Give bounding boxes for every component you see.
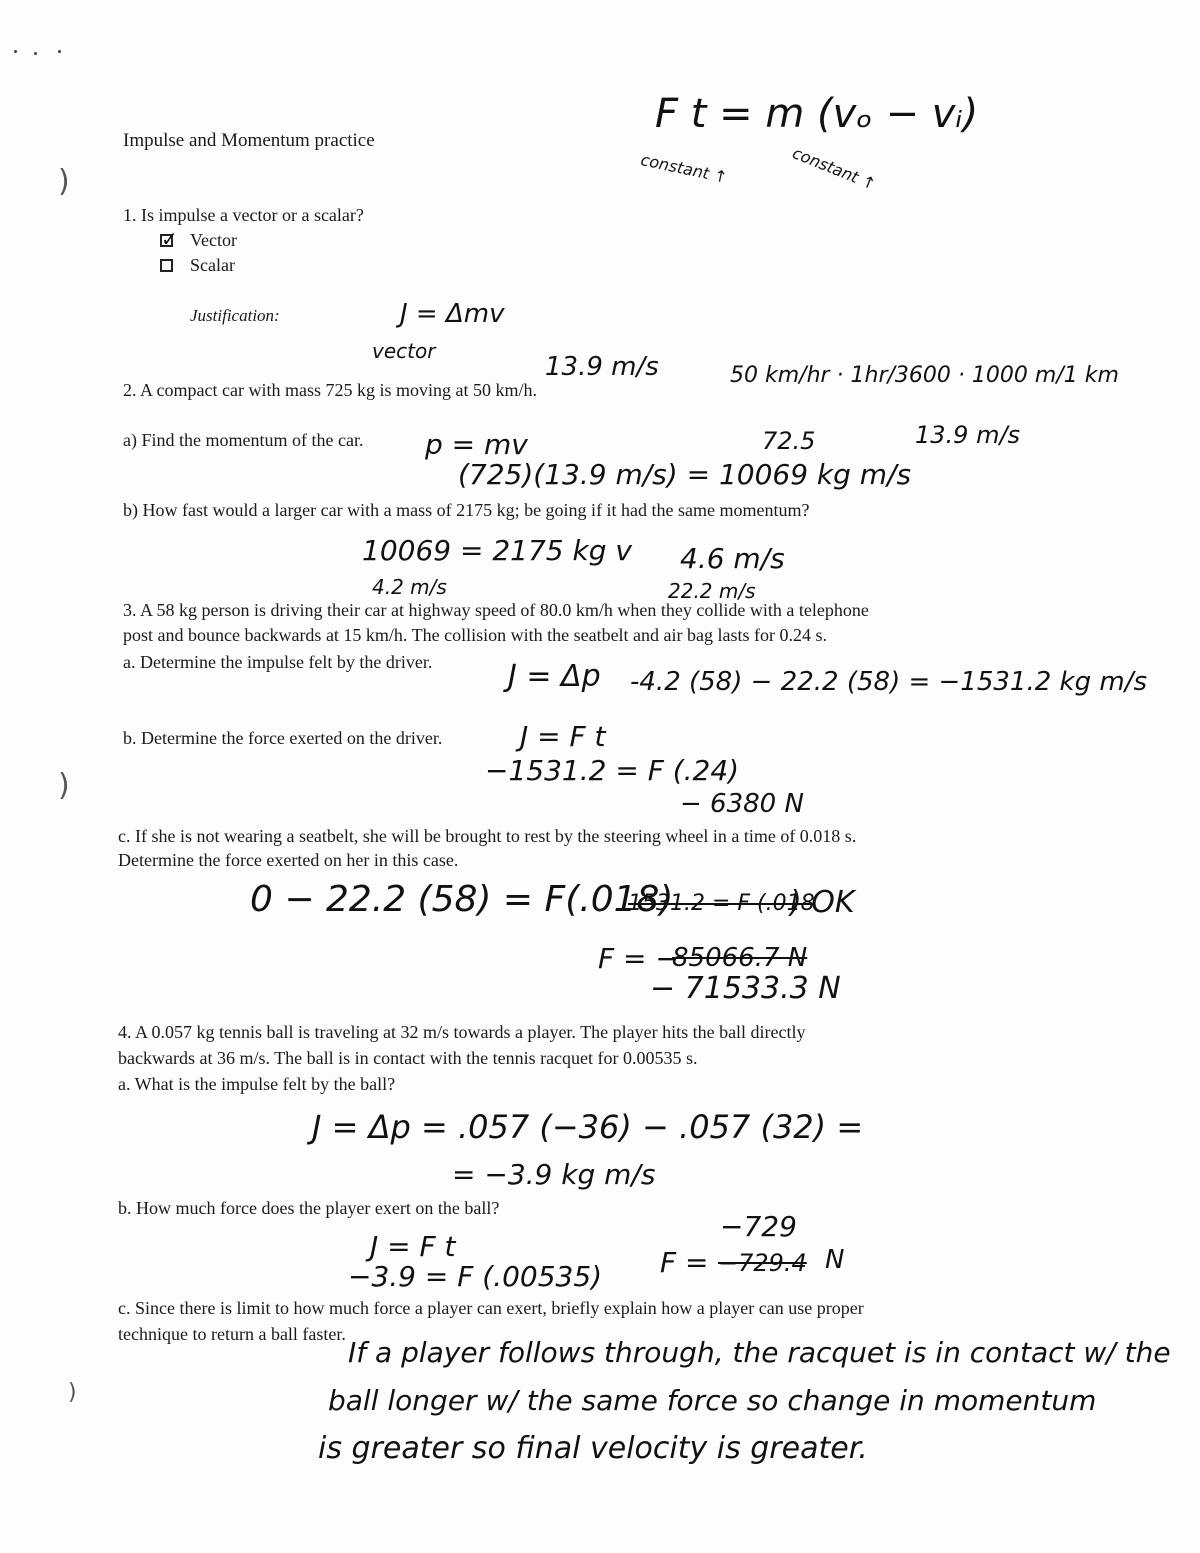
header-formula-note-right: constant ↑ xyxy=(789,143,879,194)
justification-label: Justification: xyxy=(190,306,280,325)
header-formula: F t = m (vₒ − vᵢ) xyxy=(655,91,979,137)
q4c-prompt-line2: technique to return a ball faster. xyxy=(118,1324,346,1344)
scan-speck xyxy=(34,52,37,55)
justification-answer: J = Δmv xyxy=(400,299,505,329)
q3c-answer-struck: 85066.7 N xyxy=(672,943,808,973)
q4c-prompt-line1: c. Since there is limit to how much force a player can exert, briefly explain how a player can use proper xyxy=(118,1298,864,1318)
q4c-answer-line1: If a player follows through, the racquet is in contact w/ the xyxy=(348,1336,1171,1369)
q4b-answer-struck: −729.4 xyxy=(718,1249,807,1277)
q4c-answer-line3: is greater so final velocity is greater. xyxy=(318,1431,868,1466)
q4a-prompt: a. What is the impulse felt by the ball? xyxy=(118,1074,396,1094)
scalar-option-label: Scalar xyxy=(190,255,235,275)
q2a-formula: p = mv xyxy=(425,428,528,461)
scan-speck xyxy=(58,50,61,53)
q3-prompt-line2: post and bounce backwards at 15 km/h. The collision with the seatbelt and air bag lasts for 0.24 s. xyxy=(123,625,828,645)
q3a-prompt: a. Determine the impulse felt by the driver. xyxy=(123,652,433,672)
q4-prompt-line1: 4. A 0.057 kg tennis ball is traveling at 32 m/s towards a player. The player hits the ball directly xyxy=(118,1022,806,1042)
q3c-prompt-line2: Determine the force exerted on her in this case. xyxy=(118,850,459,870)
q4b-line1: J = F t xyxy=(370,1230,456,1263)
q2-prompt: 2. A compact car with mass 725 kg is moving at 50 km/h. xyxy=(123,380,537,400)
q3c-struck-work: 1531.2 = F (.018 xyxy=(628,891,815,916)
vector-option-label: Vector xyxy=(190,230,237,250)
q3-hw-above-left: 4.2 m/s xyxy=(372,575,447,599)
q3a-formula: J = Δp xyxy=(508,659,601,694)
q3c-ok: ) OK xyxy=(790,885,855,920)
q2-hw-result: 13.9 m/s xyxy=(915,421,1021,449)
q1-prompt: 1. Is impulse a vector or a scalar? xyxy=(123,205,364,225)
q4c-answer-line2: ball longer w/ the same force so change in momentum xyxy=(328,1384,1097,1417)
q4-prompt-line2: backwards at 36 m/s. The ball is in contact with the tennis racquet for 0.00535 s. xyxy=(118,1048,698,1068)
vector-checkbox[interactable] xyxy=(160,234,173,247)
scalar-checkbox[interactable] xyxy=(160,259,173,272)
q3a-work: -4.2 (58) − 22.2 (58) = −1531.2 kg m/s xyxy=(630,667,1148,697)
q4a-work: J = Δp = .057 (−36) − .057 (32) = xyxy=(312,1108,864,1146)
q2b-answer: 4.6 m/s xyxy=(680,542,785,575)
q3b-line3: − 6380 N xyxy=(680,789,804,819)
q2a-prompt: a) Find the momentum of the car. xyxy=(123,430,364,450)
q4b-line2: −3.9 = F (.00535) xyxy=(348,1260,603,1293)
q3c-work: 0 − 22.2 (58) = F(.018) xyxy=(250,879,674,920)
q2a-work: (725)(13.9 m/s) = 10069 kg m/s xyxy=(458,458,912,491)
punch-hole-mark: ) xyxy=(58,164,70,199)
q3b-prompt: b. Determine the force exerted on the driver. xyxy=(123,728,443,748)
q2b-prompt: b) How fast would a larger car with a mass of 2175 kg; be going if it had the same momentum? xyxy=(123,500,810,520)
punch-hole-mark: ) xyxy=(68,1380,77,1405)
q2-hw-speed: 13.9 m/s xyxy=(545,352,659,382)
q2-hw-conversion: 50 km/hr · 1hr/3600 · 1000 m/1 km xyxy=(730,363,1119,388)
header-formula-note-left: constant ↑ xyxy=(639,150,730,187)
q3b-line1: J = F t xyxy=(520,720,606,753)
q4a-answer: = −3.9 kg m/s xyxy=(452,1158,656,1191)
justification-note: vector xyxy=(372,339,436,363)
q4b-answer-label: F = xyxy=(660,1246,709,1279)
q3-hw-above-right: 22.2 m/s xyxy=(668,579,756,603)
q4b-answer-unit: N xyxy=(825,1245,845,1275)
page-title: Impulse and Momentum practice xyxy=(123,130,375,151)
q3c-answer: − 71533.3 N xyxy=(650,971,841,1006)
q2a-note: 72.5 xyxy=(762,427,816,455)
q3c-prompt-line1: c. If she is not wearing a seatbelt, she will be brought to rest by the steering wheel in a time of 0.018 s. xyxy=(118,826,857,846)
q2b-work: 10069 = 2175 kg v xyxy=(362,534,632,567)
q4b-answer-top: −729 xyxy=(720,1210,797,1243)
scan-speck xyxy=(14,50,17,53)
q3b-line2: −1531.2 = F (.24) xyxy=(485,754,740,787)
q4b-prompt: b. How much force does the player exert on the ball? xyxy=(118,1198,500,1218)
punch-hole-mark: ) xyxy=(58,768,70,803)
q3c-answer-label: F = − xyxy=(598,942,679,975)
q3-prompt-line1: 3. A 58 kg person is driving their car at highway speed of 80.0 km/h when they collide with a telephone xyxy=(123,600,869,620)
